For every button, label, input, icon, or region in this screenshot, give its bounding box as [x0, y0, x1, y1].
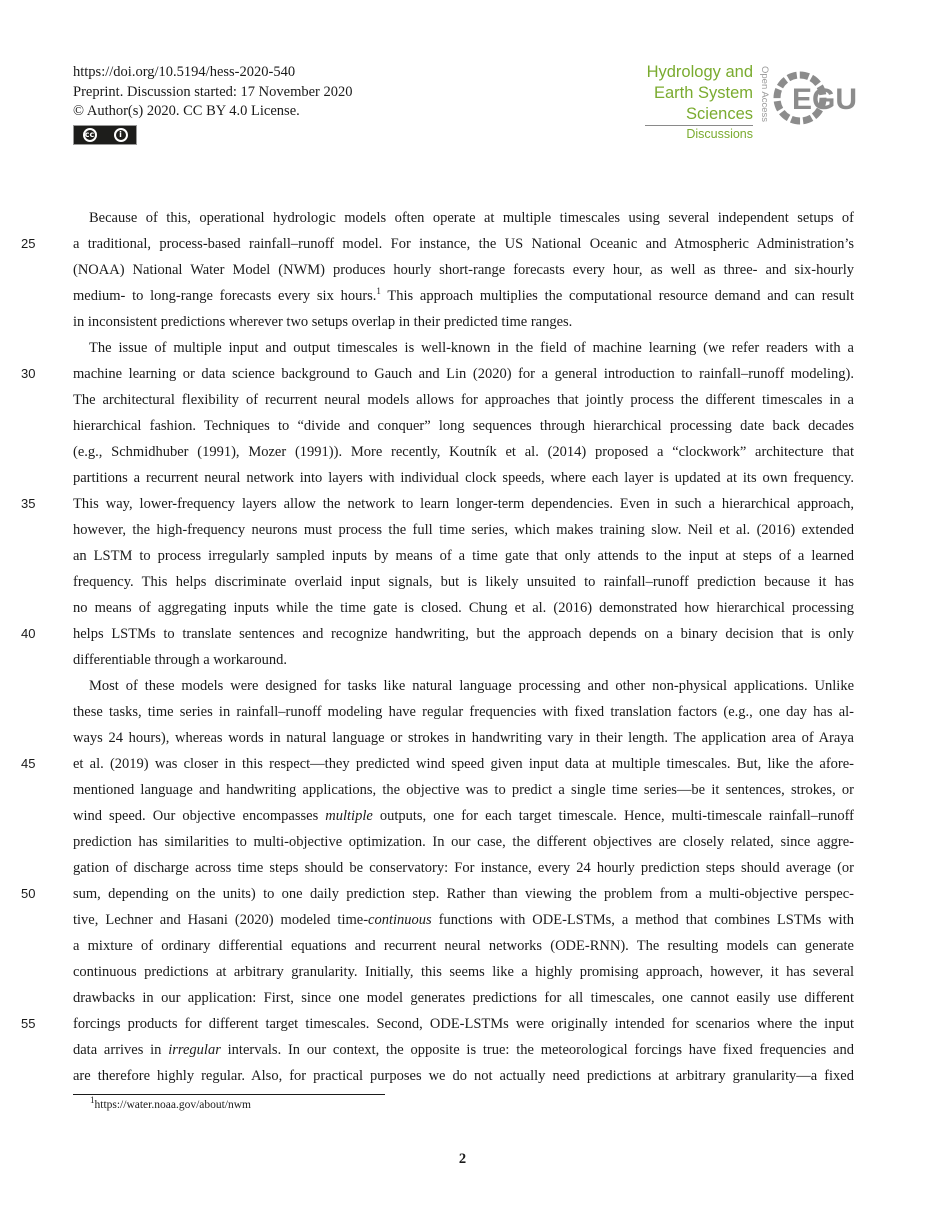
paragraphs: [21, 205, 854, 1089]
journal-divider: [645, 125, 753, 126]
line-number: 40: [21, 626, 36, 641]
svg-text:Open Access: Open Access: [759, 66, 770, 122]
text-line: [21, 361, 854, 387]
line-text: data arrives in irregular intervals. In our context, the opposite is true: the meteorological forcings have fixed frequencies and: [73, 1042, 854, 1058]
copyright-notice: © Author(s) 2020. CC BY 4.0 License.: [73, 103, 300, 119]
line-text: The issue of multiple input and output timescales is well-known in the field of machine learning (we refer readers with a: [89, 340, 854, 356]
line-text: a mixture of ordinary differential equations and recurrent neural networks (ODE-RNN). The resulting models can generate: [73, 938, 854, 954]
egu-logo: [770, 66, 858, 130]
text-line: [73, 1037, 854, 1063]
emphasis: irregular: [168, 1042, 221, 1058]
text-line: [73, 335, 854, 361]
line-text: helps LSTMs to translate sentences and recognize handwriting, but the approach depends on a binary decision that is only: [73, 626, 854, 642]
text-line: [73, 205, 854, 231]
line-text: et al. (2019) was closer in this respect—they predicted wind speed given input data at multiple timescales. But, like the afore-: [73, 756, 854, 772]
text-line: [73, 777, 854, 803]
line-text: wind speed. Our objective encompasses multiple outputs, one for each target timescale. Hence, multi-timescale rainfall–runoff: [73, 808, 854, 824]
line-number: 50: [21, 886, 36, 901]
emphasis: continuous: [368, 912, 432, 928]
line-text: machine learning or data science background to Gauch and Lin (2020) for a general introduction to rainfall–runoff modeling).: [73, 366, 854, 382]
line-text: drawbacks in our application: First, since one model generates predictions for all timescales, one cannot easily use different: [73, 990, 854, 1006]
text-line: [73, 673, 854, 699]
line-text: these tasks, time series in rainfall–runoff modeling have regular frequencies with fixed translation factors (e.g., one day has al-: [73, 704, 854, 720]
footnote-url[interactable]: https://water.noaa.gov/about/nwm: [94, 1099, 252, 1111]
open-access-label: [750, 64, 770, 126]
journal-name: Hydrology and Earth System Sciences: [646, 63, 753, 123]
text-line: [73, 543, 854, 569]
doi-link[interactable]: https://doi.org/10.5194/hess-2020-540: [73, 64, 296, 80]
line-text: a traditional, process-based rainfall–runoff model. For instance, the US National Oceanic and Atmospheric Administration’s: [73, 236, 854, 252]
line-text: gation of discharge across time steps should be conservatory: For instance, every 24 hourly prediction steps should average (or: [73, 860, 854, 876]
text-line: [21, 231, 854, 257]
line-text: medium- to long-range forecasts every six hours.$^1$ This approach multiplies the computational resource demand and can result: [73, 286, 854, 304]
line-text: Because of this, operational hydrologic models often operate at multiple timescales using several independent setups of: [89, 210, 854, 226]
line-text: an LSTM to process irregularly sampled inputs by means of a time gate that only attends to the input at steps of a learned: [73, 548, 854, 564]
preprint-date: Preprint. Discussion started: 17 November 2020: [73, 83, 353, 100]
line-number: 30: [21, 366, 36, 381]
line-text: however, the high-frequency neurons must process the full time series, which makes training slow. Neil et al. (2016) extended: [73, 522, 854, 538]
line-text: frequency. This helps discriminate overlaid input signals, but is likely unsuited to rainfall–runoff prediction because it has: [73, 574, 854, 590]
text-line: [73, 439, 854, 465]
text-line: [21, 881, 854, 907]
line-text: are therefore highly regular. Also, for practical purposes we do not actually need predictions at arbitrary granularity—a fixed: [73, 1068, 854, 1084]
emphasis: multiple: [325, 808, 373, 824]
text-line: [21, 491, 854, 517]
text-line: [73, 647, 854, 673]
line-number: 45: [21, 756, 36, 771]
line-text: This way, lower-frequency layers allow the network to learn longer-term dependencies. Even in such a hierarchical approach,: [73, 496, 854, 512]
line-text: prediction has similarities to multi-objective optimization. In our case, the different objectives are closely related, since aggre-: [73, 834, 854, 850]
line-text: (NOAA) National Water Model (NWM) produces hourly short-range forecasts every hour, as well as three- and six-hourly: [73, 262, 854, 278]
page-number: 2: [458, 1151, 467, 1167]
text-line: [73, 829, 854, 855]
text-line: [73, 257, 854, 283]
text-line: [21, 621, 854, 647]
line-number: 25: [21, 236, 36, 251]
line-text: (e.g., Schmidhuber (1991), Mozer (1991)). More recently, Koutník et al. (2014) proposed a “clockwork” architecture that: [73, 444, 854, 460]
text-line: [21, 1011, 854, 1037]
text-line: [73, 959, 854, 985]
line-number: 35: [21, 496, 36, 511]
footnote-reference[interactable]: 1: [376, 286, 381, 297]
text-line: [73, 413, 854, 439]
text-line: [73, 595, 854, 621]
svg-text:EGU: EGU: [792, 83, 858, 116]
line-text: mentioned language and handwriting applications, the objective was to predict a single time series—be it sentences, strokes, or: [73, 782, 854, 798]
line-text: The architectural flexibility of recurrent neural models allows for approaches that jointly process the different timescales in a: [73, 392, 854, 408]
line-text: sum, depending on the units) to one daily prediction step. Rather than viewing the problem from a multi-objective perspec-: [73, 886, 854, 902]
text-line: [73, 569, 854, 595]
line-text: ways 24 hours), whereas words in natural language or strokes in handwriting vary in their length. The application area of Araya: [73, 730, 854, 746]
text-line: [73, 283, 854, 309]
text-line: [73, 933, 854, 959]
journal-logo: [640, 62, 858, 144]
line-number: 55: [21, 1016, 36, 1031]
line-text: forcings products for different target timescales. Second, ODE-LSTMs were originally intended for scenarios where the input: [73, 1016, 854, 1032]
discussions-label: Discussions: [686, 127, 753, 141]
body-text: [21, 205, 854, 1089]
text-line: [73, 517, 854, 543]
text-line: [21, 751, 854, 777]
footnote: [90, 1095, 252, 1111]
attribution-icon: i: [114, 128, 128, 142]
text-line: [73, 387, 854, 413]
text-line: [73, 1063, 854, 1089]
line-text: hierarchical fashion. Techniques to “divide and conquer” long sequences through hierarchical processing date back decades: [73, 418, 854, 434]
footnote-mark: 1: [90, 1095, 95, 1106]
cc-icon: cc: [83, 128, 97, 142]
line-text: no means of aggregating inputs while the time gate is closed. Chung et al. (2016) demonstrated how hierarchical processing: [73, 600, 854, 616]
line-text: differentiable through a workaround.: [73, 652, 287, 668]
text-line: [73, 803, 854, 829]
line-text: Most of these models were designed for tasks like natural language processing and other non-physical applications. Unlike: [89, 678, 854, 694]
text-line: [73, 855, 854, 881]
text-line: [73, 725, 854, 751]
cc-by-license-badge[interactable]: [73, 125, 137, 145]
text-line: [73, 699, 854, 725]
header-info: [73, 63, 353, 145]
line-text: partitions a recurrent neural network into layers with individual clock speeds, where each layer is updated at its own frequency.: [73, 470, 854, 486]
line-text: continuous predictions at arbitrary granularity. Initially, this seems like a highly promising approach, however, it has several: [73, 964, 854, 980]
line-text: in inconsistent predictions wherever two setups overlap in their predicted time ranges.: [73, 314, 573, 330]
text-line: [73, 465, 854, 491]
line-text: tive, Lechner and Hasani (2020) modeled time-continuous functions with ODE-LSTMs, a method that combines LSTMs with: [73, 912, 854, 928]
text-line: [73, 985, 854, 1011]
text-line: [73, 907, 854, 933]
footnote-rule: [73, 1094, 385, 1095]
text-line: [73, 309, 854, 335]
